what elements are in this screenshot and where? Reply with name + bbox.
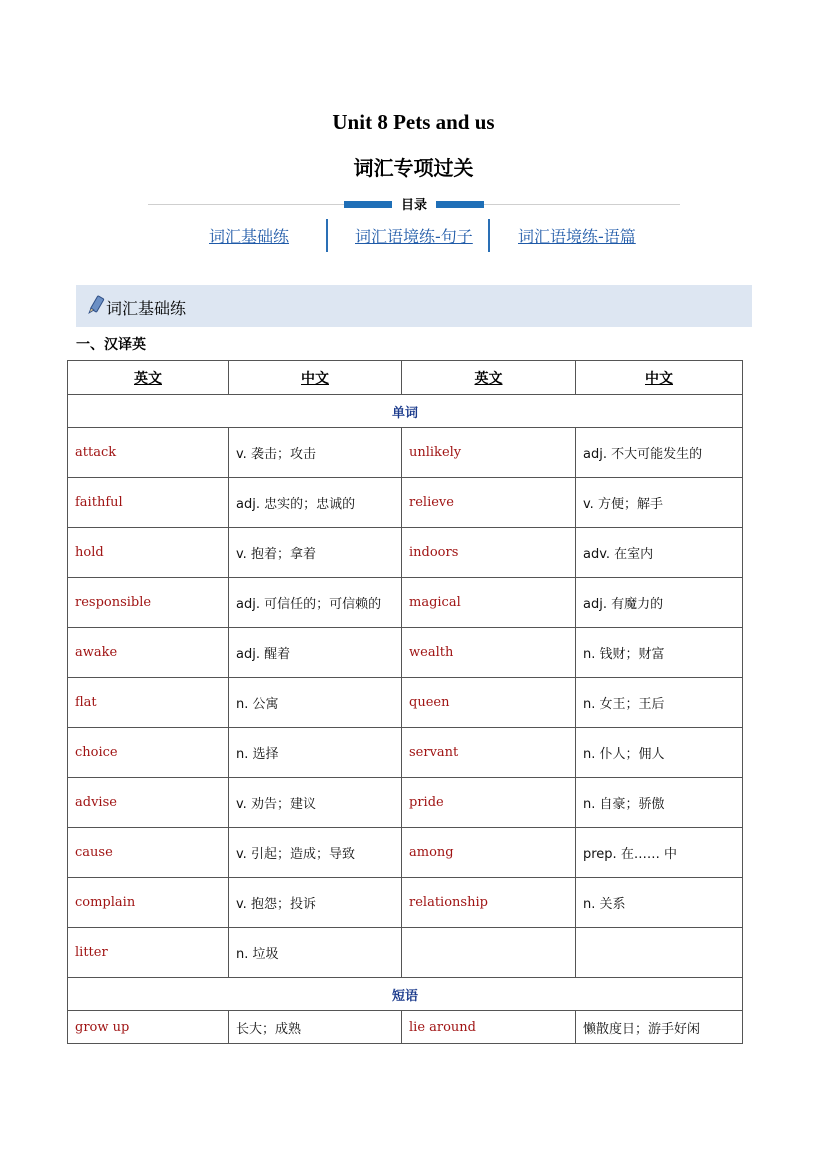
chinese-cell: n. 选择 bbox=[229, 728, 402, 778]
part-title: 一、汉译英 bbox=[76, 337, 146, 353]
group-row-words bbox=[68, 395, 743, 428]
english-cell: advise bbox=[68, 778, 229, 828]
english-cell: wealth bbox=[402, 628, 576, 678]
table-row bbox=[68, 478, 743, 528]
english-cell: litter bbox=[68, 928, 229, 978]
chinese-cell: 懒散度日；游手好闲 bbox=[576, 1011, 743, 1044]
chinese-cell: v. 抱怨；投诉 bbox=[229, 878, 402, 928]
english-cell: hold bbox=[68, 528, 229, 578]
english-cell: magical bbox=[402, 578, 576, 628]
english-cell: relationship bbox=[402, 878, 576, 928]
chinese-cell: n. 垃圾 bbox=[229, 928, 402, 978]
table-row bbox=[68, 428, 743, 478]
english-cell: attack bbox=[68, 428, 229, 478]
table-row bbox=[68, 528, 743, 578]
chinese-cell: adj. 有魔力的 bbox=[576, 578, 743, 628]
chinese-cell: v. 袭击；攻击 bbox=[229, 428, 402, 478]
group-label: 短语 bbox=[68, 978, 743, 1011]
chinese-cell: v. 引起；造成；导致 bbox=[229, 828, 402, 878]
english-cell bbox=[402, 928, 576, 978]
chinese-cell: adj. 忠实的；忠诚的 bbox=[229, 478, 402, 528]
section-header bbox=[76, 285, 752, 327]
pencil-icon bbox=[86, 295, 106, 315]
table-row bbox=[68, 1011, 743, 1044]
table-row bbox=[68, 678, 743, 728]
vocab-table bbox=[67, 360, 743, 1044]
english-cell: flat bbox=[68, 678, 229, 728]
english-cell: faithful bbox=[68, 478, 229, 528]
toc-label: 目录 bbox=[392, 194, 436, 213]
chinese-cell: adj. 不大可能发生的 bbox=[576, 428, 743, 478]
page-title: Unit 8 Pets and us bbox=[332, 110, 495, 134]
table-row bbox=[68, 878, 743, 928]
chinese-cell: n. 女王；王后 bbox=[576, 678, 743, 728]
page-subtitle: 词汇专项过关 bbox=[353, 156, 474, 180]
chinese-cell: n. 仆人；佣人 bbox=[576, 728, 743, 778]
toc-bar-right bbox=[428, 201, 484, 208]
english-cell: relieve bbox=[402, 478, 576, 528]
english-cell: servant bbox=[402, 728, 576, 778]
table-row bbox=[68, 578, 743, 628]
chinese-cell: adj. 可信任的；可信赖的 bbox=[229, 578, 402, 628]
english-cell: cause bbox=[68, 828, 229, 878]
table-row bbox=[68, 728, 743, 778]
group-row-phrases bbox=[68, 978, 743, 1011]
section-title: 词汇基础练 bbox=[106, 299, 187, 318]
chinese-cell bbox=[576, 928, 743, 978]
table-row bbox=[68, 828, 743, 878]
english-cell: grow up bbox=[68, 1011, 229, 1044]
header-english: 英文 bbox=[68, 361, 229, 395]
table-row bbox=[68, 628, 743, 678]
chinese-cell: adj. 醒着 bbox=[229, 628, 402, 678]
header-chinese: 中文 bbox=[229, 361, 402, 395]
table-header-row bbox=[68, 361, 743, 395]
chinese-cell: v. 抱着；拿着 bbox=[229, 528, 402, 578]
english-cell: indoors bbox=[402, 528, 576, 578]
chinese-cell: adv. 在室内 bbox=[576, 528, 743, 578]
toc-separator bbox=[488, 219, 490, 252]
english-cell: complain bbox=[68, 878, 229, 928]
group-label: 单词 bbox=[68, 395, 743, 428]
chinese-cell: n. 钱财；财富 bbox=[576, 628, 743, 678]
english-cell: pride bbox=[402, 778, 576, 828]
table-row bbox=[68, 928, 743, 978]
chinese-cell: prep. 在…… 中 bbox=[576, 828, 743, 878]
english-cell: queen bbox=[402, 678, 576, 728]
english-cell: lie around bbox=[402, 1011, 576, 1044]
header-english: 英文 bbox=[402, 361, 576, 395]
chinese-cell: v. 劝告；建议 bbox=[229, 778, 402, 828]
toc-separator bbox=[326, 219, 328, 252]
english-cell: responsible bbox=[68, 578, 229, 628]
table-row bbox=[68, 778, 743, 828]
chinese-cell: n. 公寓 bbox=[229, 678, 402, 728]
header-chinese: 中文 bbox=[576, 361, 743, 395]
chinese-cell: n. 关系 bbox=[576, 878, 743, 928]
english-cell: choice bbox=[68, 728, 229, 778]
english-cell: unlikely bbox=[402, 428, 576, 478]
chinese-cell: v. 方便；解手 bbox=[576, 478, 743, 528]
toc-link-passages[interactable]: 词汇语境练-语篇 bbox=[518, 227, 636, 246]
english-cell: among bbox=[402, 828, 576, 878]
toc-link-basic[interactable]: 词汇基础练 bbox=[209, 227, 290, 246]
toc-link-sentences[interactable]: 词汇语境练-句子 bbox=[355, 227, 473, 246]
chinese-cell: n. 自豪；骄傲 bbox=[576, 778, 743, 828]
chinese-cell: 长大；成熟 bbox=[229, 1011, 402, 1044]
english-cell: awake bbox=[68, 628, 229, 678]
